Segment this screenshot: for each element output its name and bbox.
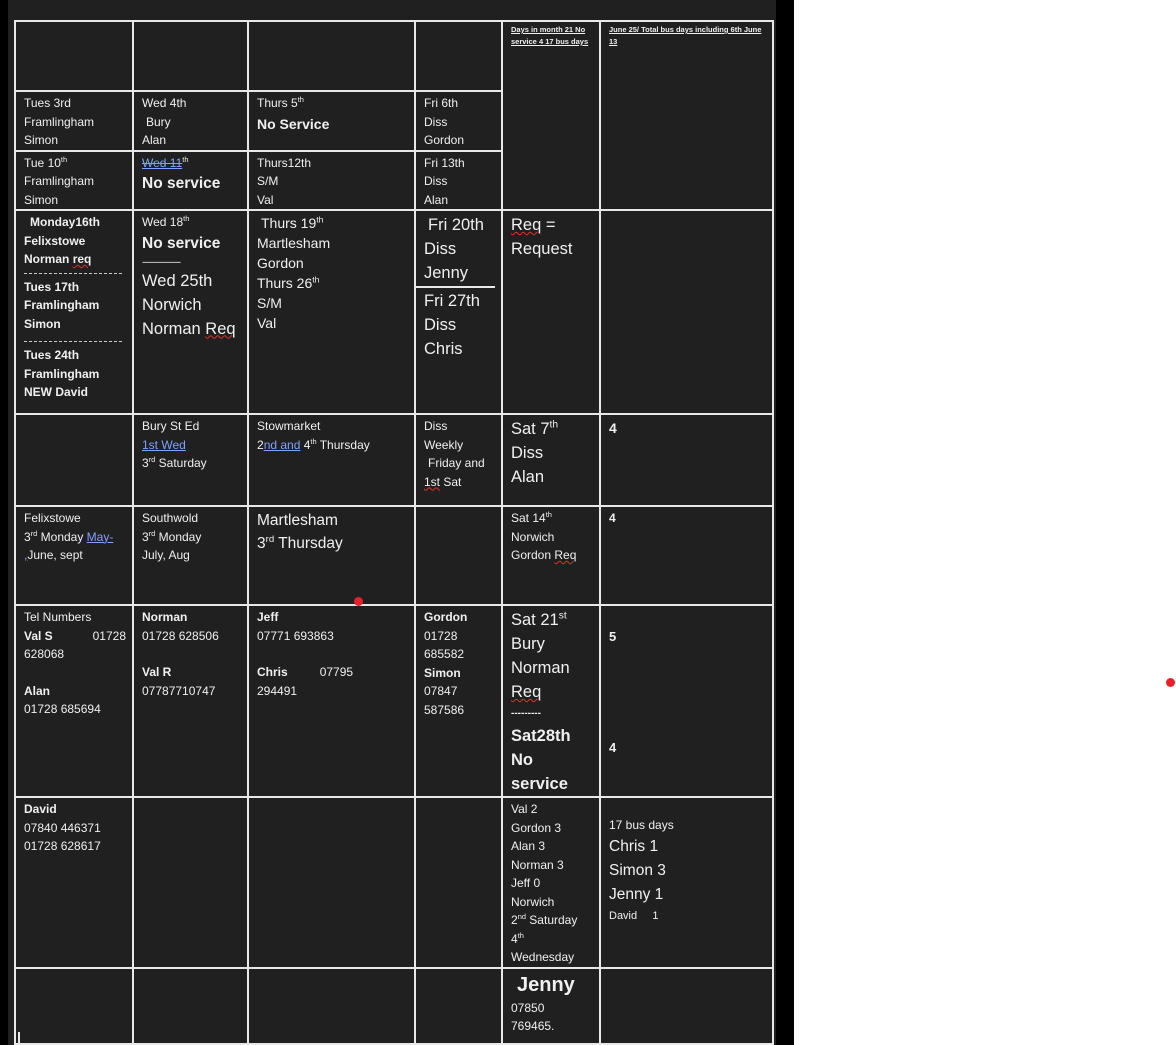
notes-days-cell xyxy=(502,21,600,210)
num: 3 xyxy=(257,535,266,552)
contact-name: David xyxy=(24,802,57,816)
route-day: Friday and xyxy=(428,456,485,470)
date: Fri 6th xyxy=(424,96,459,110)
request xyxy=(511,680,593,704)
day-text: Wednesday xyxy=(511,950,575,964)
cell-wed-18th xyxy=(133,210,248,414)
notes-days: Days in month 21 No service 4 17 bus days xyxy=(511,25,589,46)
driver-total: Jenny 1 xyxy=(609,885,664,903)
notes-june-cell xyxy=(600,21,773,210)
route-title: Martlesham xyxy=(257,512,338,529)
cell-diss xyxy=(415,414,502,506)
contact-phone: 01728 628617 xyxy=(24,839,101,853)
date-link[interactable]: Wed 11 xyxy=(142,155,183,170)
cell xyxy=(600,968,773,1044)
cell-tel-numbers xyxy=(15,605,133,797)
divider: --------- xyxy=(511,708,541,719)
cell-monday-16th xyxy=(15,210,133,414)
cell xyxy=(248,797,415,968)
table-row xyxy=(15,797,773,968)
contact xyxy=(24,627,126,646)
cell-stowmarket xyxy=(248,414,415,506)
num: 3 xyxy=(142,529,149,544)
date: Wed 25th xyxy=(142,271,213,290)
driver: Val xyxy=(257,315,277,331)
divider: ------------------- xyxy=(142,256,180,267)
contact-name: Jeff xyxy=(257,610,279,624)
cell xyxy=(415,21,502,91)
driver: Norman xyxy=(511,659,570,677)
driver: Simon xyxy=(24,133,59,147)
route-day xyxy=(511,930,593,949)
contact-phone: 07850 xyxy=(511,1000,545,1015)
driver: Gordon xyxy=(257,255,304,271)
driver-total: Jeff 0 xyxy=(511,876,541,890)
place: Diss xyxy=(511,444,544,462)
contact-phone: 587586 xyxy=(424,702,465,717)
cell-count xyxy=(600,506,773,605)
route-link[interactable]: 1st Wed xyxy=(142,437,186,452)
table-row xyxy=(15,968,773,1044)
cell-wed-4th xyxy=(133,91,248,151)
contact-name: Norman xyxy=(142,610,188,624)
driver-name: Norman xyxy=(24,252,70,266)
date-text: Thurs 19 xyxy=(261,215,317,231)
cell xyxy=(15,414,133,506)
cell-martlesham xyxy=(248,506,415,605)
suffix: th xyxy=(182,154,189,164)
spacer xyxy=(257,645,408,663)
day-text: Thursday xyxy=(274,535,343,552)
cell-contacts xyxy=(415,605,502,797)
num: 2 xyxy=(511,913,518,927)
spacer xyxy=(142,645,241,663)
red-marker-dot xyxy=(354,597,363,606)
route-months xyxy=(24,546,126,565)
request-flag: Req xyxy=(554,548,577,562)
months: June, sept xyxy=(27,548,83,562)
cell xyxy=(600,210,773,414)
num: 2 xyxy=(257,437,264,452)
num: 4 xyxy=(511,931,518,946)
contact-name: Alan xyxy=(24,683,51,698)
divider xyxy=(24,341,122,342)
driver: Simon xyxy=(24,316,61,331)
cell-bus-days xyxy=(600,797,773,968)
contact-phone: 07847 xyxy=(424,684,458,698)
cell-bury xyxy=(133,414,248,506)
cell xyxy=(248,21,415,91)
suffix: th xyxy=(316,214,324,225)
day-text: Monday xyxy=(155,529,202,544)
status: No Service xyxy=(257,115,330,132)
date: Fri 20th xyxy=(428,216,484,234)
place: Diss xyxy=(424,174,448,188)
place: Martlesham xyxy=(257,235,331,251)
status: No xyxy=(511,751,533,769)
date: Tues 24th xyxy=(24,348,80,362)
cell-thurs-12th xyxy=(248,151,415,211)
suffix: th xyxy=(310,436,317,446)
place: Bury xyxy=(511,635,545,653)
table-row xyxy=(15,506,773,605)
cell-thurs-5th xyxy=(248,91,415,151)
request-flag: Req xyxy=(205,319,236,338)
contact-name: Simon xyxy=(424,665,461,680)
suffix: th xyxy=(60,154,68,164)
driver-name: Gordon xyxy=(511,548,552,562)
count: 4 xyxy=(609,420,617,436)
cell xyxy=(248,968,415,1044)
route-title: Felixstowe xyxy=(24,511,81,525)
contact-phone: 685582 xyxy=(424,647,465,661)
route-day xyxy=(511,911,593,930)
contact-phone: 01728 xyxy=(424,628,458,643)
day-text: Saturday xyxy=(155,456,207,470)
cell xyxy=(415,506,502,605)
contact-name: Chris xyxy=(257,665,288,679)
date-text: Thurs 26 xyxy=(257,275,313,291)
count: 5 xyxy=(609,629,617,644)
date xyxy=(257,213,408,233)
contact xyxy=(257,663,408,682)
route-day xyxy=(142,454,241,473)
num: 4 xyxy=(300,437,311,452)
place: Felixstowe xyxy=(24,233,86,248)
driver xyxy=(142,317,241,341)
cell-wed-11th xyxy=(133,151,248,211)
contact-phone: 07787710747 xyxy=(142,683,216,698)
driver xyxy=(511,546,593,565)
date-text: Sat 7 xyxy=(511,420,550,438)
place: Diss xyxy=(424,114,448,129)
cell-tue-10th xyxy=(15,151,133,211)
driver: NEW David xyxy=(24,385,89,399)
date xyxy=(511,417,593,441)
date-text: Tue 10 xyxy=(24,155,61,170)
date xyxy=(511,509,593,528)
suffix: th xyxy=(183,214,190,223)
cell-thurs-19th xyxy=(248,210,415,414)
table-row xyxy=(15,605,773,797)
request-abbr: Req xyxy=(511,216,542,234)
driver: Simon xyxy=(24,192,59,207)
date xyxy=(511,608,593,632)
day-text: Thursday xyxy=(316,437,370,452)
suffix: nd xyxy=(517,912,526,921)
contact-phone: 628068 xyxy=(24,647,65,661)
cell-fri-20th xyxy=(415,210,502,414)
contact-phone: 01728 685694 xyxy=(24,702,101,716)
cell-contacts xyxy=(248,605,415,797)
place: Bury xyxy=(146,114,171,129)
route-day: Weekly xyxy=(424,437,464,452)
route-day xyxy=(142,436,241,455)
cell-southwold xyxy=(133,506,248,605)
route-day xyxy=(24,528,126,547)
date xyxy=(24,154,126,173)
cell-sat-14th xyxy=(502,506,600,605)
suffix: th xyxy=(545,510,552,519)
driver-total: David 1 xyxy=(609,909,659,922)
place: S/M xyxy=(257,295,282,311)
rota-table xyxy=(14,20,774,1045)
route-title: Southwold xyxy=(142,511,199,525)
driver: Val xyxy=(257,192,274,207)
date: Fri 27th xyxy=(424,292,480,310)
route-link[interactable]: nd and xyxy=(263,437,301,452)
place: Norwich xyxy=(142,295,202,314)
driver: Alan xyxy=(511,468,545,486)
route-day xyxy=(142,528,241,547)
divider xyxy=(24,273,122,274)
cell-driver-totals xyxy=(502,797,600,968)
cell xyxy=(415,797,502,968)
contact-name: Gordon xyxy=(424,610,468,624)
date: Sat28th xyxy=(511,727,571,745)
driver-total: Gordon 3 xyxy=(511,820,562,835)
date: Tues 17th xyxy=(24,279,80,294)
date xyxy=(257,273,408,293)
status: service xyxy=(511,775,568,793)
contact-name: Val S xyxy=(24,628,53,643)
contact-name: Jenny xyxy=(517,973,575,996)
months: July, Aug xyxy=(142,548,190,562)
cell-count xyxy=(600,605,773,797)
date: Wed 4th xyxy=(142,96,187,110)
suffix: rd xyxy=(148,455,156,464)
driver xyxy=(24,250,126,269)
place: Diss xyxy=(424,316,457,334)
suffix: rd xyxy=(265,533,275,545)
date-text: Sat 21 xyxy=(511,611,559,629)
cell xyxy=(15,21,133,91)
cell-fri-13th xyxy=(415,151,502,211)
cell-david-contact xyxy=(15,797,133,968)
count: 4 xyxy=(609,739,617,755)
cell-felixstowe xyxy=(15,506,133,605)
num: 3 xyxy=(24,529,31,544)
divider xyxy=(416,286,495,288)
route-title: Diss xyxy=(424,419,448,433)
table-row xyxy=(15,414,773,506)
suffix: th xyxy=(517,930,524,940)
place: Framlingham xyxy=(24,366,100,381)
date: Thurs12th xyxy=(257,155,312,170)
route-day xyxy=(424,473,495,492)
cell-sat-21st xyxy=(502,605,600,797)
contact-phone: 07795 xyxy=(319,665,354,679)
contact-phone: 294491 xyxy=(257,683,298,698)
driver-total: Val 2 xyxy=(511,802,538,816)
suffix: rd xyxy=(148,528,156,538)
place: S/M xyxy=(257,174,279,188)
driver-total: Norman 3 xyxy=(511,857,564,872)
driver: Jenny xyxy=(424,264,469,282)
date-text: Wed 18 xyxy=(142,215,184,229)
driver: Alan xyxy=(424,192,449,207)
suffix: st xyxy=(558,610,567,622)
driver: Gordon xyxy=(424,133,465,147)
place: Framlingham xyxy=(24,298,100,312)
date-text: Thurs 5 xyxy=(257,96,298,110)
suffix: th xyxy=(549,419,559,431)
cell-fri-6th xyxy=(415,91,502,151)
suffix: th xyxy=(312,274,320,285)
date xyxy=(142,154,241,173)
cell xyxy=(15,968,133,1044)
suffix: th xyxy=(297,95,304,104)
route-title: Stowmarket xyxy=(257,419,321,433)
status: No service xyxy=(142,175,221,192)
cell-tues-3rd xyxy=(15,91,133,151)
driver-name: Norman xyxy=(142,319,201,338)
date: Tues 3rd xyxy=(24,96,71,110)
contact-phone: 07771 693863 xyxy=(257,628,334,643)
table-row xyxy=(15,210,773,414)
place: Framlingham xyxy=(24,114,95,129)
contact-phone: 01728 xyxy=(92,628,126,643)
day-text: Monday xyxy=(37,529,87,544)
day-text: Saturday xyxy=(525,913,578,927)
request-meaning: Request xyxy=(511,240,573,258)
request-flag: req xyxy=(72,252,92,266)
cell xyxy=(133,21,248,91)
driver: Chris xyxy=(424,340,463,358)
cell xyxy=(133,797,248,968)
driver-total: Alan 3 xyxy=(511,839,546,853)
cell-jenny-contact xyxy=(502,968,600,1044)
date xyxy=(142,213,241,232)
bus-days: 17 bus days xyxy=(609,818,674,832)
request-key xyxy=(511,213,593,237)
cell-request-key xyxy=(502,210,600,414)
contact-phone: 01728 628506 xyxy=(142,628,219,643)
num: 3 xyxy=(142,456,149,470)
cell-contacts xyxy=(133,605,248,797)
driver-total: Chris 1 xyxy=(609,837,659,855)
notes-june: June 25/ Total bus days including 6th June 13 xyxy=(609,25,762,46)
first-flag: 1st xyxy=(424,474,441,489)
day-text: Sat xyxy=(440,474,462,489)
cell-count xyxy=(600,414,773,506)
route-day xyxy=(257,436,408,455)
place: Framlingham xyxy=(24,174,95,188)
route-title: Norwich xyxy=(511,894,555,909)
contact-name: Val R xyxy=(142,665,172,679)
request-flag: Req xyxy=(511,683,542,701)
status: No service xyxy=(142,234,221,252)
place: Diss xyxy=(424,240,457,258)
route-day xyxy=(257,532,408,555)
route-link[interactable]: , xyxy=(24,548,28,562)
contact-phone: 07840 446371 xyxy=(24,820,101,835)
driver: Alan xyxy=(142,133,167,147)
cell xyxy=(415,968,502,1044)
driver-total: Simon 3 xyxy=(609,861,666,879)
route-title: Bury St Ed xyxy=(142,419,200,433)
equals: = xyxy=(541,216,556,234)
route-link[interactable]: May- xyxy=(86,529,114,544)
contact-phone: 769465. xyxy=(511,1019,555,1033)
cell xyxy=(133,968,248,1044)
place: Norwich xyxy=(511,529,555,544)
suffix: rd xyxy=(30,528,38,538)
section-title: Tel Numbers xyxy=(24,610,92,624)
red-marker-dot xyxy=(1166,678,1175,687)
spacer xyxy=(24,664,126,682)
page-edge-line xyxy=(18,1032,20,1045)
count: 4 xyxy=(609,511,616,525)
cell-sat-7th xyxy=(502,414,600,506)
date-text: Sat 14 xyxy=(511,511,546,525)
date: Monday16th xyxy=(30,215,101,229)
date: Fri 13th xyxy=(424,155,465,170)
table-row-header xyxy=(15,21,773,91)
date xyxy=(257,94,408,113)
